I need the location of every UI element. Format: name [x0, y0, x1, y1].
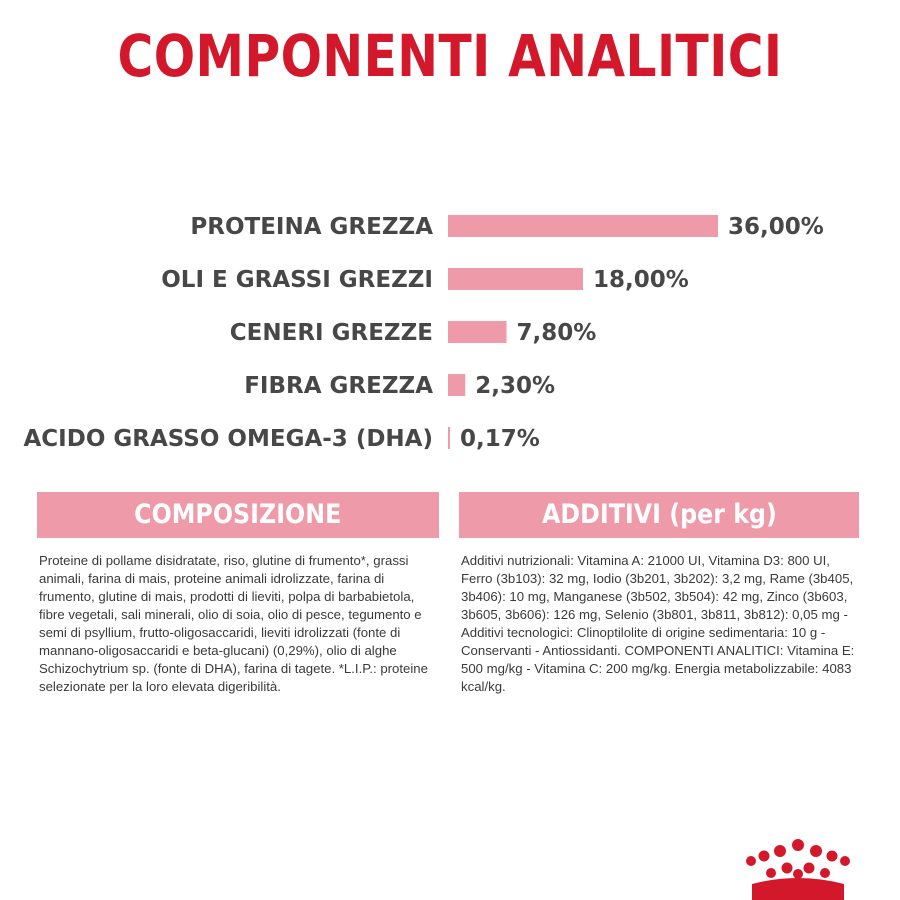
- value-label: 18,00%: [593, 267, 689, 293]
- category-label: ACIDO GRASSO OMEGA-3 (DHA): [23, 426, 433, 452]
- category-label: PROTEINA GREZZA: [190, 214, 433, 240]
- value-label: 2,30%: [475, 373, 556, 399]
- bar: [448, 215, 718, 237]
- crown-icon: [738, 834, 858, 900]
- composition-text: Proteine di pollame disidratate, riso, glutine di frumento*, grassi animali, farina di mais, proteine animali idrolizzate, farina di frumento, glutine di mais, prodotti di lieviti, polpa di barbabietola, fibre vegetali, sali minerali, olio di soia, olio di pesce, tegumento e semi di psyllium, frutto-oligosaccaridi, lieviti idrolizzati (fonte di mannano-oligosaccaridi e beta-glucani) (0,29%), olio di alghe Schizochytrium sp. (fonte di DHA), farina di tagete. *L.I.P.: proteine selezionate per la loro elevata digeribilità.: [39, 553, 428, 694]
- bar: [448, 374, 465, 396]
- additives-header: [459, 492, 859, 538]
- bar: [448, 427, 450, 449]
- additives-text: Additivi nutrizionali: Vitamina A: 21000 UI, Vitamina D3: 800 UI, Ferro (3b103): 32 mg, Iodio (3b201, 3b202): 3,2 mg, Rame (3b405, 3b406): 10 mg, Manganese (3b502, 3b504): 42 mg, Zinco (3b603, 3b605, 3b606): 126 mg, Selenio (3b801, 3b811, 3b812): 0,05 mg - Additivi tecnologici: Clinoptilolite di origine sedimentaria: 10 g - Conservanti - Antiossidanti. COMPONENTI ANALITICI: Vitamina E: 500 mg/kg - Vitamina C: 200 mg/kg. Energia metabolizzabile: 4083 kcal/kg.: [461, 553, 855, 694]
- nutrient-bar-chart: [0, 190, 900, 470]
- composition-panel: [37, 492, 439, 696]
- category-label: FIBRA GREZZA: [244, 373, 433, 399]
- additives-panel: [459, 492, 859, 696]
- bar: [448, 268, 583, 290]
- value-label: 0,17%: [460, 426, 540, 452]
- category-label: CENERI GREZZE: [229, 320, 433, 346]
- value-label: 7,80%: [516, 320, 597, 346]
- bar: [448, 321, 507, 343]
- additives-title: ADDITIVI (per kg): [541, 499, 777, 530]
- composition-title: COMPOSIZIONE: [134, 499, 342, 530]
- page-title: COMPONENTI ANALITICI: [117, 22, 783, 90]
- category-label: OLI E GRASSI GREZZI: [161, 267, 433, 293]
- composition-header: [37, 492, 439, 538]
- value-label: 36,00%: [728, 214, 824, 240]
